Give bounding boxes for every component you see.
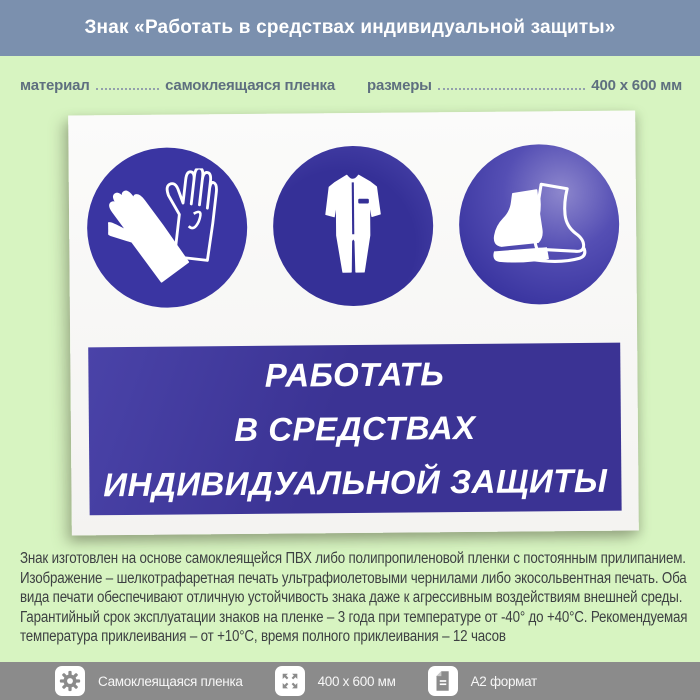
safety-sign-image	[68, 111, 639, 536]
dotted-leader	[438, 88, 586, 90]
gear-icon	[57, 668, 83, 694]
gear-icon	[55, 666, 85, 696]
page-header	[0, 0, 700, 56]
spec-size	[367, 77, 682, 94]
document-icon	[430, 668, 456, 694]
safety-boots-icon	[458, 144, 619, 305]
description-line: вида печати обеспечивают отличную устойчивость знака даже к агрессивным воздействиям внешней среды.	[20, 589, 683, 607]
document-icon	[428, 666, 458, 696]
sign-text-panel	[88, 343, 621, 516]
product-description	[20, 549, 692, 647]
spec-material	[20, 77, 335, 94]
footer-item-material	[55, 666, 243, 696]
description-line: температура приклеивания – от +10°С, время полного приклеивания – 12 часов	[20, 628, 506, 646]
sign-text-line: РАБОТАТЬ	[264, 355, 445, 394]
sign-text-line: В СРЕДСТВАХ	[234, 408, 476, 449]
description-line: Гарантийный срок эксплуатации знаков на пленке – 3 года при температуре от -40° до +40°С. Рекомендуемая	[20, 608, 688, 626]
dotted-leader	[96, 88, 160, 90]
spec-row	[20, 77, 682, 94]
footer-item-label: 400 x 600 мм	[317, 673, 396, 689]
footer-item-format	[428, 666, 537, 696]
footer-item-label: Самоклеящаяся пленка	[98, 673, 243, 689]
description-line: Знак изготовлен на основе самоклеящейся ПВХ либо полипропиленовой пленки с постоянным прилипанием.	[20, 550, 686, 567]
footer-item-size	[275, 666, 396, 696]
size-label: размеры	[367, 77, 432, 94]
footer-bar	[0, 662, 700, 700]
gloves-icon	[86, 147, 247, 308]
size-value: 400 x 600 мм	[591, 77, 682, 94]
safety-boots-icon	[479, 165, 598, 284]
material-value: самоклеящаяся пленка	[165, 77, 335, 94]
footer-item-label: А2 формат	[470, 673, 537, 689]
expand-arrows-icon	[277, 668, 303, 694]
sign-pictograms	[68, 144, 636, 309]
sign-text-line: ИНДИВИДУАЛЬНОЙ ЗАЩИТЫ	[103, 461, 608, 504]
protective-suit-icon	[293, 166, 412, 285]
expand-arrows-icon	[275, 666, 305, 696]
page-title: Знак «Работать в средствах индивидуальной защиты»	[84, 17, 616, 38]
protective-suit-icon	[272, 145, 433, 306]
material-label: материал	[20, 77, 90, 94]
gloves-icon	[107, 168, 226, 287]
description-line: Изображение – шелкотрафаретная печать ультрафиолетовыми чернилами либо экосольвентная печать. Оба	[20, 569, 687, 587]
